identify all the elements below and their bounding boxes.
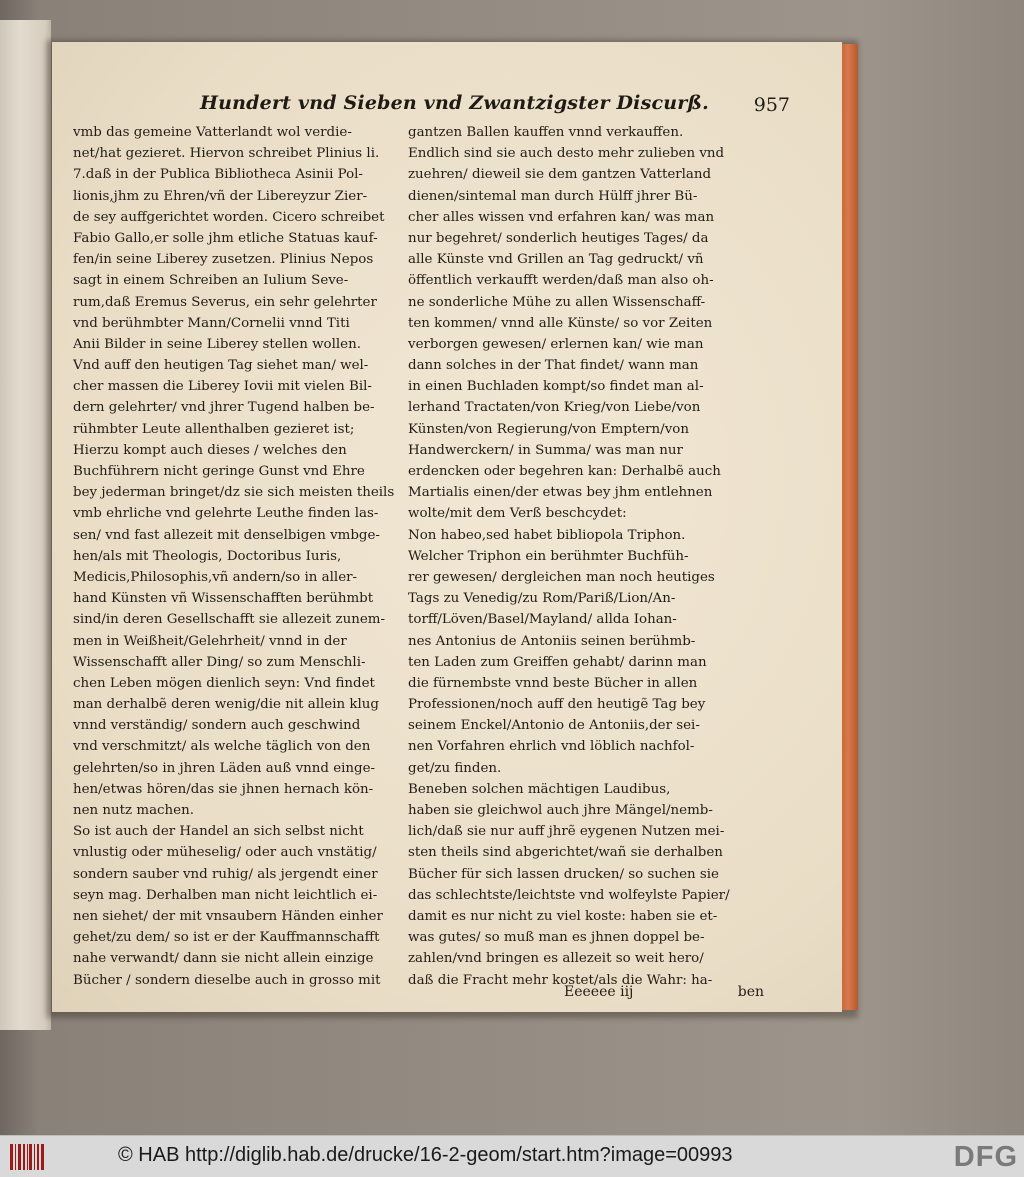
text-line: net/hat gezieret. Hiervon schreibet Plinius li. [73,146,380,162]
text-line: nen siehet/ der mit vnsaubern Händen einher [73,908,383,924]
left-page-stack [0,20,52,1030]
text-line: haben sie gleichwol auch jhre Mängel/nemb- [408,803,713,818]
text-line: gelehrten/so in jhren Läden auß vnnd einge- [73,760,376,776]
text-line: vnnd verständig/ sondern auch geschwind [73,718,361,734]
text-line: rühmbter Leute allenthalben gezieret ist; [73,421,355,437]
text-line: erdencken oder begehren kan: Derhalbẽ auch [408,464,721,479]
dfg-logo: DFG [953,1141,1018,1173]
text-line: Beneben solchen mächtigen Laudibus, [408,781,671,797]
text-line: get/zu finden. [408,760,502,776]
text-line: men in Weißheit/Gelehrheit/ vnnd in der [73,633,347,649]
text-line: die fürnembste vnnd beste Bücher in allen [408,675,698,691]
text-line: sen/ vnd fast allezeit mit denselbigen vmbge- [73,527,380,543]
text-line: daß die Fracht mehr kostet/als die Wahr: ha- [408,972,713,988]
right-text-column [408,122,744,991]
text-line: gehet/zu dem/ so ist er der Kauffmannschafft [73,930,380,946]
text-line: das schlechtste/leichtste vnd wolfeylste Papier/ [408,887,730,903]
book-page [52,42,842,1012]
text-line: de sey auffgerichtet worden. Cicero schreibet [73,209,385,225]
text-line: torff/Löven/Basel/Mayland/ allda Iohan- [408,612,677,628]
text-line: sten theils sind abgerichtet/wañ sie derhalben [408,845,723,861]
text-line: Endlich sind sie auch desto mehr zulieben vnd [408,146,725,162]
text-line: 7.daß in der Publica Bibliotheca Asinii Pol- [73,167,363,183]
text-line: Bücher / sondern dieselbe auch in grosso mit [73,972,381,988]
text-line: lich/daß sie nur auff jhrẽ eygenen Nutzen mei- [408,824,725,840]
text-line: cher massen die Liberey Iovii mit vielen Bil- [73,379,372,395]
text-line: So ist auch der Handel an sich selbst nicht [73,824,364,840]
text-line: fen/in seine Liberey zusetzen. Plinius Nepos [73,252,374,268]
text-line: sind/in deren Gesellschafft sie allezeit zunem- [73,612,385,628]
text-line: damit es nur nicht zu viel koste: haben sie et- [408,908,718,924]
text-line: nen nutz machen. [73,803,194,818]
signature-mark: Eeeeee iij [564,984,634,1000]
text-line: Anii Bilder in seine Liberey stellen wollen. [73,336,361,352]
text-line: Welcher Triphon ein berühmter Buchfüh- [408,548,689,564]
text-line: verborgen gewesen/ erlernen kan/ wie man [408,336,704,352]
text-line: Künsten/von Regierung/von Emptern/von [408,421,689,437]
text-line: sondern sauber vnd ruhig/ als jergendt einer [73,866,378,882]
text-line: Non habeo,sed habet bibliopola Triphon. [408,527,686,543]
text-line: was gutes/ so muß man es jhnen doppel be- [408,930,705,946]
text-line: zahlen/vnd bringen es allezeit so weit hero/ [408,951,704,967]
text-line: nes Antonius de Antoniis seinen berühmb- [408,633,696,649]
text-line: Vnd auff den heutigen Tag siehet man/ wel- [73,358,369,374]
text-line: Medicis,Philosophis,vñ andern/so in aller- [73,569,358,585]
text-line: seinem Enckel/Antonio de Antoniis,der sei- [408,718,700,734]
text-line: Handwerckern/ in Summa/ was man nur [408,442,683,458]
text-line: rum,daß Eremus Severus, ein sehr gelehrter [73,294,377,310]
text-line: in einen Buchladen kompt/so findet man al- [408,379,704,395]
catchword: ben [737,984,764,1000]
text-line: Wissenschafft aller Ding/ so zum Menschli- [73,654,366,670]
text-line: lerhand Tractaten/von Krieg/von Liebe/von [408,400,701,416]
text-line: seyn mag. Derhalben man nicht leichtlich ei- [73,887,378,903]
text-line: Bücher für sich lassen drucken/ so suchen sie [408,866,719,882]
text-line: vnd verschmitzt/ als welche täglich von den [73,739,371,755]
page-edge [842,44,858,1010]
text-line: ne sonderliche Mühe zu allen Wissenschaff- [408,294,706,310]
barcode-icon [10,1144,44,1170]
text-line: vmb ehrliche vnd gelehrte Leuthe finden las- [73,506,379,522]
text-line: Buchführern nicht geringe Gunst vnd Ehre [73,464,365,479]
text-line: sagt in einem Schreiben an Iulium Seve- [73,273,349,289]
text-line: gantzen Ballen kauffen vnnd verkauffen. [408,125,684,140]
text-line: man derhalbẽ deren wenig/die nit allein klug [73,697,379,713]
text-line: zuehren/ dieweil sie dem gantzen Vatterland [408,167,712,183]
text-line: dienen/sintemal man durch Hülff jhrer Bü- [408,188,698,204]
text-line: hen/etwas hören/das sie jhnen hernach kön- [73,781,374,797]
text-line: Professionen/noch auff den heutigẽ Tag bey [408,697,706,713]
text-line: hen/als mit Theologis, Doctoribus Iuris, [73,548,342,564]
text-line: nahe verwandt/ dann sie nicht allein einzige [73,951,374,967]
left-text-column [73,122,409,991]
source-link[interactable]: © HAB http://diglib.hab.de/drucke/16-2-geom/start.htm?image=00993 [118,1144,733,1166]
text-line: ten Laden zum Greiffen gehabt/ darinn man [408,654,707,670]
text-line: Martialis einen/der etwas bey jhm entlehnen [408,485,713,501]
text-line: dern gelehrter/ vnd jhrer Tugend halben be- [73,400,375,416]
text-line: vnd berühmbter Mann/Cornelii vnnd Titi [73,315,350,331]
text-line: lionis,jhm zu Ehren/vñ der Libereyzur Zier- [73,188,368,204]
text-line: bey jederman bringet/dz sie sich meisten theils [73,485,395,501]
page-number: 957 [753,94,790,116]
text-line: chen Leben mögen dienlich seyn: Vnd findet [73,675,375,691]
text-line: Fabio Gallo,er solle jhm etliche Statuas kauf- [73,230,378,246]
running-head: Hundert vnd Sieben vnd Zwantzigster Discurß. [200,92,709,114]
text-line: nen Vorfahren ehrlich vnd löblich nachfol- [408,739,695,755]
text-line: Tags zu Venedig/zu Rom/Pariß/Lion/An- [408,591,676,607]
text-line: öffentlich verkaufft werden/daß man also oh- [408,273,714,289]
text-line: nur begehret/ sonderlich heutiges Tages/ da [408,230,709,246]
text-line: rer gewesen/ dergleichen man noch heutiges [408,569,715,585]
text-line: wolte/mit dem Verß beschcydet: [408,506,627,522]
text-line: vnlustig oder müheselig/ oder auch vnstätig/ [73,845,377,861]
text-line: cher alles wissen vnd erfahren kan/ was man [408,209,715,225]
text-line: dann solches in der That findet/ wann man [408,358,699,374]
text-line: vmb das gemeine Vatterlandt wol verdie- [73,125,352,140]
text-line: alle Künste vnd Grillen an Tag gedruckt/ vñ [408,252,704,268]
text-line: hand Künsten vñ Wissenschafften berühmbt [73,591,374,607]
text-line: ten kommen/ vnnd alle Künste/ so vor Zeiten [408,315,713,331]
text-line: Hierzu kompt auch dieses / welches den [73,442,347,458]
footer-bar [0,1135,1024,1177]
